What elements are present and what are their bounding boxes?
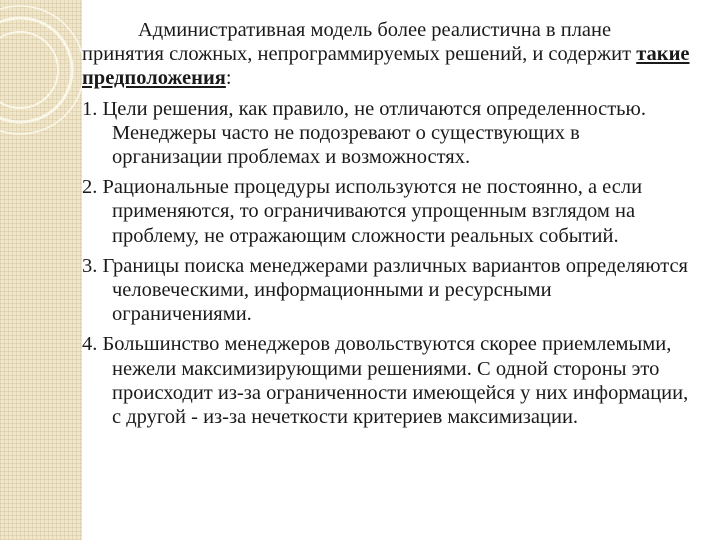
item-number: 1.: [82, 97, 98, 120]
list-item: [82, 175, 694, 248]
circle-decoration-icon: [0, 0, 82, 540]
item-text: Рациональные процедуры используются не постоянно, а если применяются, то ограничиваются упрощенным взглядом на проблему, не отражающим сложности реальных событий.: [102, 176, 643, 247]
item-number: 4.: [82, 333, 98, 356]
item-number: 2.: [82, 176, 98, 199]
intro-paragraph: [82, 18, 694, 91]
decorative-sidebar: [0, 0, 82, 540]
list-item: [82, 332, 694, 429]
intro-colon: :: [225, 67, 232, 90]
intro-text: Административная модель более реалистична в плане принятия сложных, непрограммируемых решений, и содержит: [82, 19, 637, 66]
assumptions-list: [82, 97, 694, 430]
intro-emphasis: такие предположения: [82, 43, 690, 90]
item-text: Цели решения, как правило, не отличаются определенностью. Менеджеры часто не подозревают о существующих в организации проблемах и возможностях.: [102, 97, 646, 169]
item-text: Границы поиска менеджерами различных вариантов определяются человеческими, информационными и ресурсными ограничениями.: [102, 254, 688, 326]
slide-content: [82, 18, 694, 435]
item-number: 3.: [82, 254, 98, 277]
item-text: Большинство менеджеров довольствуются скорее приемлемыми, нежели максимизирующими решениями. С одной стороны это происходит из-за ограниченности имеющейся у них информации, с другой - из-за нечеткости критериев максимизации.: [102, 333, 689, 429]
list-item: [82, 97, 694, 170]
list-item: [82, 254, 694, 327]
